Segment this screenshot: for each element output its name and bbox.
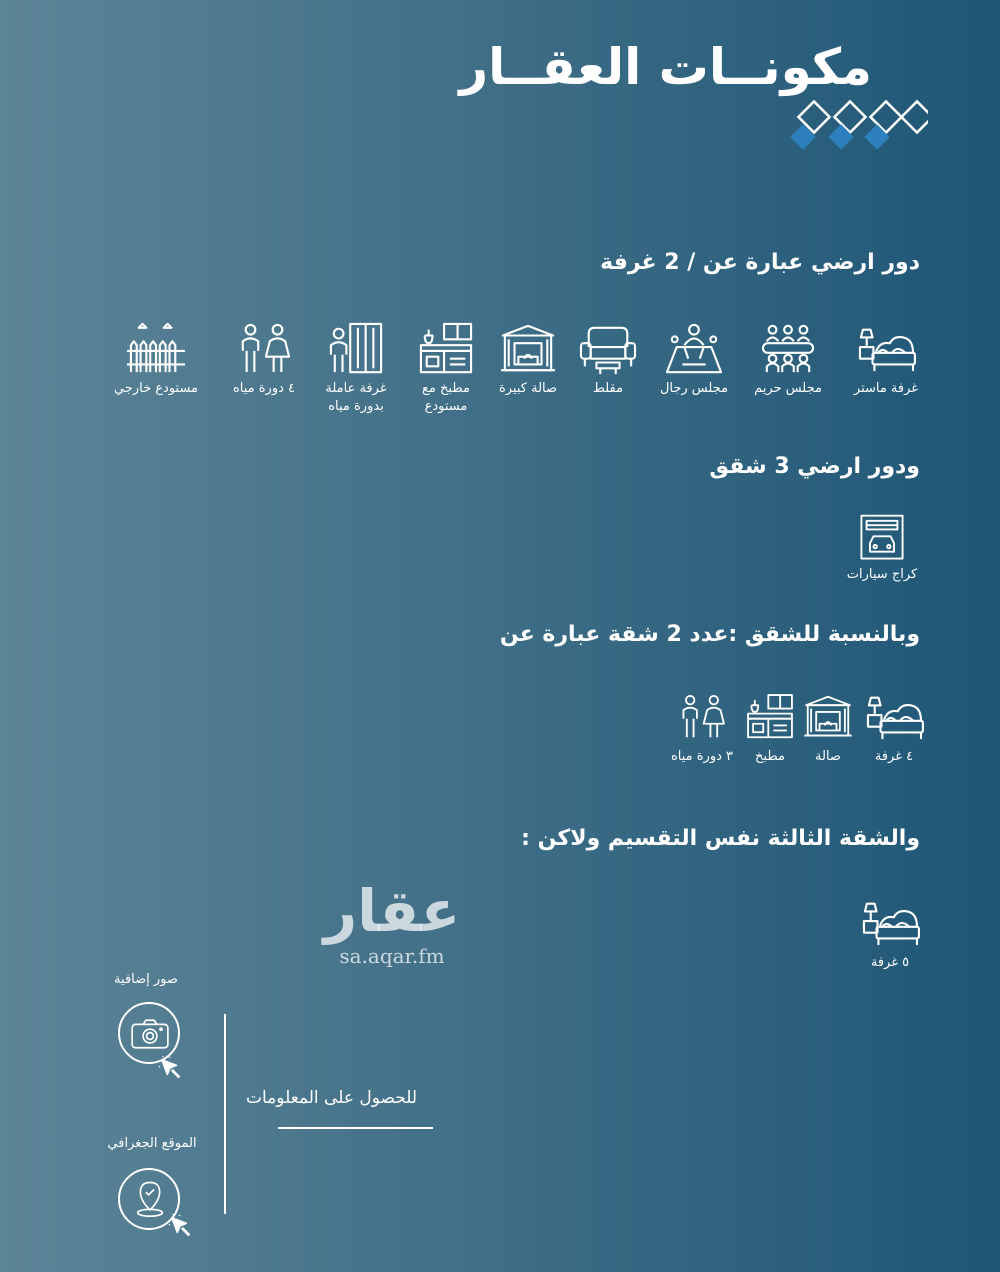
feature-label: مجلس رجال	[659, 381, 729, 396]
feature-label: ٤ غرفة	[874, 749, 914, 764]
cursor-icon	[158, 1056, 184, 1082]
kitchen-icon	[415, 322, 477, 376]
page-title: مكونــات العقــار	[459, 38, 872, 96]
feature-master-bedroom	[836, 322, 936, 398]
decorative-diamonds	[788, 98, 928, 158]
diamond-filled-2	[828, 124, 853, 149]
feature-label: مطبخ مع	[422, 381, 470, 396]
feature-maid-room	[306, 322, 406, 416]
camera-icon	[128, 1014, 172, 1054]
feature-external-storage	[106, 322, 206, 398]
watermark	[312, 878, 472, 968]
meeting-table-icon	[757, 322, 819, 376]
photos-label: صور إضافية	[114, 972, 178, 987]
feature-label: كراج سيارات	[846, 567, 918, 582]
ground-floor-heading: دور ارضي عبارة عن / 2 غرفة	[600, 250, 920, 275]
feature-label: صالة كبيرة	[498, 381, 558, 396]
feature-label: غرفة ماستر	[853, 381, 919, 396]
feature-label: ٥ غرفة	[870, 955, 910, 970]
restroom-icon	[233, 322, 295, 376]
third-apartment-feature-rooms	[840, 896, 940, 972]
feature-label: غرفة عاملة	[325, 381, 387, 396]
info-underline	[278, 1127, 433, 1129]
photos-button[interactable]	[118, 1002, 180, 1064]
bed-icon	[859, 896, 921, 950]
feature-label-line2: بدورة مياه	[328, 399, 384, 414]
feature-label: ٤ دورة مياه	[232, 381, 296, 396]
vertical-divider	[224, 1014, 226, 1214]
dining-sofa-icon	[577, 322, 639, 376]
diamond-outline-4	[901, 101, 928, 132]
feature-restrooms	[214, 322, 314, 398]
location-label: الموقع الجغرافي	[107, 1136, 197, 1151]
restroom-icon	[675, 690, 729, 744]
third-apartment-heading: والشقة الثالثة نفس التقسيم ولاكن :	[521, 826, 920, 851]
feature-men-majlis	[644, 322, 744, 398]
feature-label-line2: مستودع	[424, 399, 468, 414]
fireplace-hall-icon	[497, 322, 559, 376]
info-text: للحصول على المعلومات	[246, 1088, 418, 1108]
location-pin-icon	[128, 1179, 172, 1219]
maid-room-icon	[325, 322, 387, 376]
apartment-feature-restrooms	[652, 690, 752, 766]
feature-garage	[832, 514, 932, 584]
watermark-logo: عقار	[323, 877, 461, 945]
feature-women-majlis	[738, 322, 838, 398]
diamond-filled-1	[790, 124, 815, 149]
ground-floor-apartments-heading: ودور ارضي 3 شقق	[709, 454, 920, 479]
feature-label: مجلس حريم	[754, 381, 822, 396]
bed-icon	[855, 322, 917, 376]
feature-label: مستودع خارجي	[113, 381, 199, 396]
feature-label: صالة	[815, 749, 841, 764]
cursor-icon	[168, 1214, 194, 1240]
apartments-heading: وبالنسبة للشقق :عدد 2 شقة عبارة عن	[499, 622, 920, 647]
feature-label: ٣ دورة مياه	[670, 749, 734, 764]
fence-storage-icon	[125, 322, 187, 376]
watermark-url: sa.aqar.fm	[339, 944, 445, 968]
conference-icon	[663, 322, 725, 376]
garage-icon	[851, 514, 913, 562]
feature-label: مقلط	[592, 381, 624, 396]
diamond-filled-3	[864, 124, 889, 149]
feature-label: مطبخ	[755, 749, 785, 764]
feature-kitchen-storage	[396, 322, 496, 416]
